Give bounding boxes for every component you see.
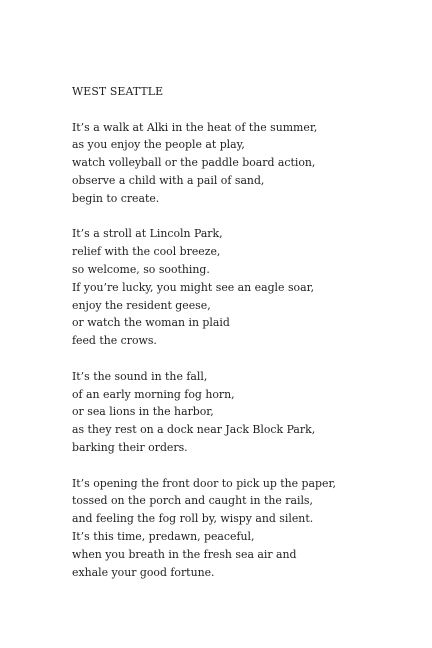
poem-line: It’s opening the front door to pick up the paper, <box>72 476 336 490</box>
poem-line: It’s the sound in the fall, <box>72 369 208 383</box>
poem-line: tossed on the porch and caught in the rails, <box>72 494 313 508</box>
poem-line: observe a child with a pail of sand, <box>72 173 265 187</box>
poem-line: of an early morning fog horn, <box>72 387 235 401</box>
poem-line: begin to create. <box>72 191 160 205</box>
poem-line: or watch the woman in plaid <box>72 316 230 330</box>
poem-line: enjoy the resident geese, <box>72 298 211 312</box>
poem-line: barking their orders. <box>72 440 188 454</box>
poem-line: and feeling the fog roll by, wispy and silent. <box>72 512 314 526</box>
poem-line: watch volleyball or the paddle board action, <box>72 156 316 170</box>
poem-line: relief with the cool breeze, <box>72 245 221 259</box>
poem-line: as you enjoy the people at play, <box>72 138 245 152</box>
poem-line: If you’re lucky, you might see an eagle soar, <box>72 280 315 294</box>
poem-line: It’s a walk at Alki in the heat of the summer, <box>72 120 318 134</box>
stanza-1 <box>72 119 412 208</box>
poem <box>72 83 412 599</box>
poem-line: or sea lions in the harbor, <box>72 405 214 419</box>
poem-line: exhale your good fortune. <box>72 565 215 579</box>
poem-line: so welcome, so soothing. <box>72 262 210 276</box>
stanza-2 <box>72 225 412 350</box>
poem-line: feed the crows. <box>72 334 157 348</box>
stanza-3 <box>72 368 412 457</box>
poem-line: as they rest on a dock near Jack Block Park, <box>72 423 316 437</box>
poem-line: when you breath in the fresh sea air and <box>72 547 297 561</box>
poem-title: WEST SEATTLE <box>72 85 164 98</box>
stanza-4 <box>72 475 412 582</box>
poem-line: It’s this time, predawn, peaceful, <box>72 529 255 543</box>
poem-line: It’s a stroll at Lincoln Park, <box>72 227 223 241</box>
